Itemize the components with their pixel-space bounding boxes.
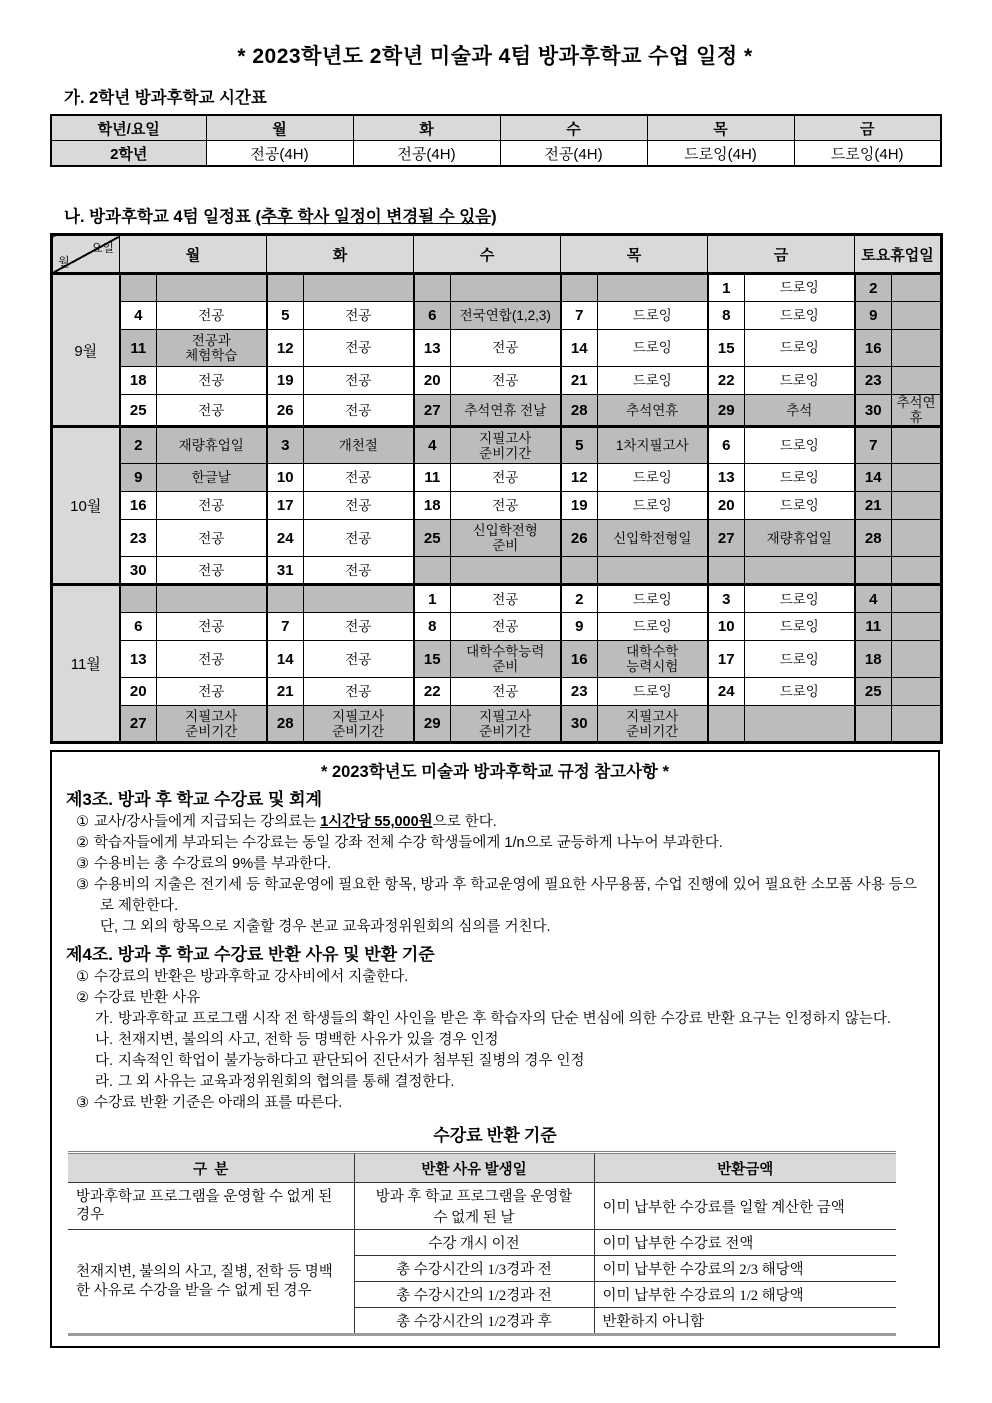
rule-item-text: 단, 그 외의 항목으로 지출할 경우 본교 교육과정위원회의 심의를 거친다. bbox=[100, 919, 551, 936]
rule-item-marker: ① bbox=[76, 814, 89, 831]
day-number-cell bbox=[708, 706, 745, 743]
day-number-cell bbox=[855, 706, 892, 743]
day-number-cell: 3 bbox=[708, 585, 745, 613]
day-content-cell bbox=[892, 641, 942, 678]
day-content-cell: 드로잉 bbox=[745, 464, 855, 492]
timetable-cell: 전공(4H) bbox=[500, 141, 647, 167]
day-content-cell: 드로잉 bbox=[745, 302, 855, 330]
section-b-title bbox=[64, 203, 940, 227]
day-content-cell: 1차지필고사 bbox=[598, 427, 708, 464]
day-content-cell bbox=[892, 520, 942, 557]
refund-amount-cell: 반환하지 아니함 bbox=[594, 1308, 896, 1335]
day-content-cell: 드로잉 bbox=[598, 678, 708, 706]
day-content-cell bbox=[892, 464, 942, 492]
day-content-cell: 전공 bbox=[157, 557, 267, 585]
day-number-cell bbox=[120, 274, 157, 302]
timetable-header-row bbox=[51, 115, 941, 141]
refund-when-cell: 방과 후 학교 프로그램을 운영할 수 없게 된 날 bbox=[354, 1183, 594, 1230]
day-content-cell: 지필고사 준비기간 bbox=[451, 706, 561, 743]
refund-category-cell: 천재지변, 불의의 사고, 질병, 전학 등 명백한 사유로 수강을 받을 수 없게 된 경우 bbox=[68, 1230, 354, 1335]
day-content-cell: 재량휴업일 bbox=[157, 427, 267, 464]
article3-title: 제3조. 방과 후 학교 수강료 및 회계 bbox=[66, 790, 323, 810]
day-content-cell: 전공 bbox=[157, 367, 267, 395]
day-number-cell: 11 bbox=[414, 464, 451, 492]
day-number-cell: 31 bbox=[267, 557, 304, 585]
day-number-cell: 5 bbox=[267, 302, 304, 330]
rule-item-text: 지속적인 학업이 불가능하다고 판단되어 진단서가 첨부된 질병의 경우 인정 bbox=[118, 1053, 585, 1070]
day-number-cell: 2 bbox=[855, 274, 892, 302]
calendar-week-row bbox=[52, 585, 942, 613]
day-number-cell: 12 bbox=[267, 330, 304, 367]
day-number-cell: 2 bbox=[120, 427, 157, 464]
day-number-cell: 28 bbox=[855, 520, 892, 557]
timetable-header-cell: 금 bbox=[794, 115, 941, 141]
day-number-cell: 24 bbox=[708, 678, 745, 706]
day-number-cell: 10 bbox=[267, 464, 304, 492]
day-number-cell: 28 bbox=[561, 395, 598, 427]
day-content-cell: 추석 bbox=[745, 395, 855, 427]
day-number-cell: 13 bbox=[708, 464, 745, 492]
day-number-cell: 13 bbox=[414, 330, 451, 367]
day-number-cell: 13 bbox=[120, 641, 157, 678]
day-content-cell bbox=[892, 706, 942, 743]
day-number-cell: 18 bbox=[120, 367, 157, 395]
day-content-cell: 전공 bbox=[157, 613, 267, 641]
day-number-cell: 19 bbox=[561, 492, 598, 520]
day-number-cell: 20 bbox=[708, 492, 745, 520]
timetable-header-cell: 목 bbox=[647, 115, 794, 141]
refund-when-cell: 총 수강시간의 1/2경과 후 bbox=[354, 1308, 594, 1335]
day-number-cell: 29 bbox=[414, 706, 451, 743]
rule-item bbox=[66, 1093, 924, 1114]
rules-box bbox=[50, 750, 940, 1348]
refund-amount-cell: 이미 납부한 수강료를 일할 계산한 금액 bbox=[594, 1183, 896, 1230]
timetable-row-header: 2학년 bbox=[51, 141, 206, 167]
refund-header-cell: 반환금액 bbox=[594, 1153, 896, 1183]
day-content-cell: 지필고사 준비기간 bbox=[598, 706, 708, 743]
day-content-cell bbox=[892, 330, 942, 367]
day-number-cell: 21 bbox=[561, 367, 598, 395]
day-content-cell: 전공 bbox=[451, 678, 561, 706]
calendar-week-row bbox=[52, 274, 942, 302]
rule-item-marker: 다. bbox=[95, 1053, 114, 1070]
refund-table bbox=[68, 1151, 896, 1336]
day-number-cell: 14 bbox=[855, 464, 892, 492]
day-content-cell: 추석연휴 bbox=[598, 395, 708, 427]
timetable-cell: 전공(4H) bbox=[353, 141, 500, 167]
calendar-table bbox=[50, 233, 943, 744]
day-content-cell bbox=[451, 557, 561, 585]
day-number-cell: 1 bbox=[414, 585, 451, 613]
day-number-cell: 29 bbox=[708, 395, 745, 427]
calendar-month-label: 9월 bbox=[52, 274, 120, 427]
day-number-cell: 27 bbox=[120, 706, 157, 743]
section-a-title: 가. 2학년 방과후학교 시간표 bbox=[64, 89, 267, 107]
rule-item-text: 수강료 반환 기준은 아래의 표를 따른다. bbox=[94, 1095, 343, 1112]
day-number-cell: 4 bbox=[855, 585, 892, 613]
day-number-cell: 4 bbox=[120, 302, 157, 330]
day-content-cell bbox=[892, 492, 942, 520]
day-content-cell bbox=[157, 274, 267, 302]
day-content-cell: 전공 bbox=[157, 641, 267, 678]
calendar-day-header: 목 bbox=[561, 235, 708, 274]
rule-item bbox=[66, 875, 924, 917]
day-content-cell: 드로잉 bbox=[598, 613, 708, 641]
day-number-cell: 8 bbox=[414, 613, 451, 641]
day-content-cell: 전공 bbox=[451, 613, 561, 641]
day-content-cell: 전공 bbox=[157, 520, 267, 557]
calendar-week-row bbox=[52, 302, 942, 330]
rule-item-marker: 나. bbox=[95, 1032, 114, 1049]
day-content-cell bbox=[745, 706, 855, 743]
day-content-cell bbox=[304, 274, 414, 302]
refund-header-row bbox=[68, 1153, 896, 1183]
calendar-week-row bbox=[52, 706, 942, 743]
rule-item-text: 천재지변, 불의의 사고, 전학 등 명백한 사유가 있을 경우 인정 bbox=[118, 1032, 499, 1049]
refund-when-cell: 수강 개시 이전 bbox=[354, 1230, 594, 1256]
rule-item-text: 교사/강사들에게 지급되는 강의료는 bbox=[94, 814, 321, 831]
day-content-cell: 대학수학 능력시험 bbox=[598, 641, 708, 678]
day-content-cell: 드로잉 bbox=[598, 464, 708, 492]
section-b-note: (추후 학사 일정이 변경될 수 있음) bbox=[255, 208, 497, 226]
day-number-cell: 14 bbox=[561, 330, 598, 367]
day-content-cell: 드로잉 bbox=[598, 330, 708, 367]
day-number-cell: 17 bbox=[267, 492, 304, 520]
day-content-cell: 전공 bbox=[304, 613, 414, 641]
timetable-header-cell: 학년/요일 bbox=[51, 115, 206, 141]
day-content-cell: 전공 bbox=[304, 330, 414, 367]
rule-item bbox=[66, 1030, 924, 1051]
calendar-day-header: 화 bbox=[267, 235, 414, 274]
day-number-cell: 20 bbox=[414, 367, 451, 395]
day-content-cell: 전공 bbox=[304, 641, 414, 678]
day-content-cell: 전국연합(1,2,3) bbox=[451, 302, 561, 330]
day-content-cell bbox=[892, 302, 942, 330]
rule-item bbox=[66, 988, 924, 1009]
refund-row bbox=[68, 1183, 896, 1230]
article4-title: 제4조. 방과 후 학교 수강료 반환 사유 및 반환 기준 bbox=[66, 945, 435, 965]
rule-item-marker: ① bbox=[76, 969, 89, 986]
day-content-cell: 전공 bbox=[304, 520, 414, 557]
day-number-cell: 27 bbox=[708, 520, 745, 557]
day-content-cell: 전공 bbox=[451, 492, 561, 520]
calendar-week-row bbox=[52, 464, 942, 492]
day-content-cell: 한글날 bbox=[157, 464, 267, 492]
rule-item-marker: ③ bbox=[76, 1095, 89, 1112]
refund-row bbox=[68, 1230, 896, 1256]
day-content-cell: 재량휴업일 bbox=[745, 520, 855, 557]
calendar-day-header: 금 bbox=[708, 235, 855, 274]
day-content-cell: 드로잉 bbox=[598, 492, 708, 520]
rule-item bbox=[66, 1051, 924, 1072]
day-content-cell: 전공 bbox=[304, 557, 414, 585]
day-number-cell bbox=[267, 274, 304, 302]
page-title: * 2023학년도 2학년 미술과 4텀 방과후학교 수업 일정 * bbox=[237, 45, 753, 68]
day-content-cell: 드로잉 bbox=[598, 302, 708, 330]
day-content-cell: 전공 bbox=[157, 302, 267, 330]
refund-when-cell: 총 수강시간의 1/3경과 전 bbox=[354, 1256, 594, 1282]
day-content-cell: 지필고사 준비기간 bbox=[304, 706, 414, 743]
day-content-cell: 전공 bbox=[304, 464, 414, 492]
article3-items bbox=[66, 812, 924, 938]
refund-amount-cell: 이미 납부한 수강료의 1/2 해당액 bbox=[594, 1282, 896, 1308]
calendar-week-row bbox=[52, 613, 942, 641]
day-number-cell: 15 bbox=[708, 330, 745, 367]
day-content-cell: 지필고사 준비기간 bbox=[451, 427, 561, 464]
calendar-week-row bbox=[52, 520, 942, 557]
refund-when-cell: 총 수강시간의 1/2경과 전 bbox=[354, 1282, 594, 1308]
day-number-cell: 11 bbox=[855, 613, 892, 641]
day-content-cell: 전공 bbox=[304, 678, 414, 706]
section-b-label: 나. 방과후학교 4텀 일정표 bbox=[64, 208, 251, 226]
day-content-cell bbox=[892, 585, 942, 613]
day-content-cell: 전공 bbox=[304, 367, 414, 395]
calendar-week-row bbox=[52, 557, 942, 585]
timetable-header-cell: 월 bbox=[206, 115, 353, 141]
day-content-cell bbox=[451, 274, 561, 302]
refund-amount-cell: 이미 납부한 수강료 전액 bbox=[594, 1230, 896, 1256]
day-content-cell: 전공 bbox=[451, 367, 561, 395]
rule-item-marker: 가. bbox=[95, 1011, 114, 1028]
calendar-day-header: 수 bbox=[414, 235, 561, 274]
day-number-cell bbox=[708, 557, 745, 585]
calendar-week-row bbox=[52, 492, 942, 520]
rule-item-text: 학습자들에게 부과되는 수강료는 동일 강좌 전체 수강 학생들에게 1/n으로 균등하게 나누어 부과한다. bbox=[94, 835, 723, 852]
day-content-cell: 드로잉 bbox=[745, 274, 855, 302]
day-number-cell: 23 bbox=[855, 367, 892, 395]
calendar-week-row bbox=[52, 678, 942, 706]
day-content-cell: 드로잉 bbox=[745, 678, 855, 706]
day-number-cell: 17 bbox=[708, 641, 745, 678]
day-content-cell: 신입학전형일 bbox=[598, 520, 708, 557]
day-number-cell: 16 bbox=[561, 641, 598, 678]
day-number-cell: 19 bbox=[267, 367, 304, 395]
corner-month-label: 월 bbox=[58, 255, 70, 269]
day-content-cell: 전공 bbox=[157, 395, 267, 427]
rule-item-marker: ② bbox=[76, 990, 89, 1007]
day-number-cell: 20 bbox=[120, 678, 157, 706]
rule-item bbox=[66, 833, 924, 854]
timetable bbox=[50, 114, 942, 167]
day-content-cell: 신입학전형 준비 bbox=[451, 520, 561, 557]
rule-item bbox=[66, 1009, 924, 1030]
calendar-week-row bbox=[52, 427, 942, 464]
day-content-cell: 대학수학능력 준비 bbox=[451, 641, 561, 678]
day-content-cell bbox=[892, 613, 942, 641]
day-number-cell: 12 bbox=[561, 464, 598, 492]
day-content-cell bbox=[157, 585, 267, 613]
calendar-header-row bbox=[52, 235, 942, 274]
day-number-cell bbox=[120, 585, 157, 613]
rule-item bbox=[66, 967, 924, 988]
day-content-cell bbox=[892, 557, 942, 585]
day-content-cell: 전공 bbox=[451, 464, 561, 492]
day-number-cell: 6 bbox=[414, 302, 451, 330]
rule-item bbox=[66, 854, 924, 875]
day-content-cell: 추석연휴 전날 bbox=[451, 395, 561, 427]
day-number-cell: 27 bbox=[414, 395, 451, 427]
day-content-cell: 전공 bbox=[157, 678, 267, 706]
day-number-cell: 30 bbox=[561, 706, 598, 743]
corner-day-label: 요일 bbox=[90, 241, 114, 255]
day-content-cell: 전공과 체험학습 bbox=[157, 330, 267, 367]
calendar-month-label: 11월 bbox=[52, 585, 120, 743]
day-content-cell: 전공 bbox=[304, 302, 414, 330]
day-number-cell: 16 bbox=[855, 330, 892, 367]
day-content-cell: 전공 bbox=[304, 395, 414, 427]
day-number-cell: 23 bbox=[561, 678, 598, 706]
day-number-cell: 18 bbox=[855, 641, 892, 678]
timetable-cell: 드로잉(4H) bbox=[794, 141, 941, 167]
day-content-cell: 지필고사 준비기간 bbox=[157, 706, 267, 743]
calendar-month-label: 10월 bbox=[52, 427, 120, 585]
day-content-cell bbox=[598, 274, 708, 302]
day-number-cell: 9 bbox=[120, 464, 157, 492]
rule-item-marker: ③ bbox=[76, 877, 89, 894]
day-number-cell: 10 bbox=[708, 613, 745, 641]
calendar-day-header: 토요휴업일 bbox=[855, 235, 942, 274]
day-number-cell: 7 bbox=[561, 302, 598, 330]
day-content-cell: 전공 bbox=[451, 585, 561, 613]
rule-item-text: 수용비는 총 수강료의 9%를 부과한다. bbox=[94, 856, 332, 873]
refund-header-cell: 구 분 bbox=[68, 1153, 354, 1183]
day-number-cell: 16 bbox=[120, 492, 157, 520]
rule-item-marker: ② bbox=[76, 835, 89, 852]
day-number-cell: 22 bbox=[414, 678, 451, 706]
day-content-cell bbox=[892, 274, 942, 302]
calendar-week-row bbox=[52, 330, 942, 367]
rule-item bbox=[66, 812, 924, 833]
day-content-cell: 드로잉 bbox=[745, 330, 855, 367]
calendar-day-header: 월 bbox=[120, 235, 267, 274]
day-content-cell: 드로잉 bbox=[745, 492, 855, 520]
day-number-cell bbox=[561, 274, 598, 302]
day-content-cell: 드로잉 bbox=[745, 641, 855, 678]
rule-item-text: 그 외 사유는 교육과정위원회의 협의를 통해 결정한다. bbox=[118, 1074, 455, 1091]
day-number-cell: 1 bbox=[708, 274, 745, 302]
rule-item-marker: 라. bbox=[95, 1074, 114, 1091]
day-number-cell: 2 bbox=[561, 585, 598, 613]
day-number-cell: 7 bbox=[855, 427, 892, 464]
day-content-cell: 추석연휴 bbox=[892, 395, 942, 427]
timetable-row bbox=[51, 141, 941, 167]
day-content-cell bbox=[304, 585, 414, 613]
day-number-cell: 15 bbox=[414, 641, 451, 678]
day-number-cell: 7 bbox=[267, 613, 304, 641]
day-content-cell: 드로잉 bbox=[745, 613, 855, 641]
rule-item-text: 수강료 반환 사유 bbox=[94, 990, 201, 1007]
day-number-cell: 8 bbox=[708, 302, 745, 330]
day-content-cell: 드로잉 bbox=[598, 585, 708, 613]
day-number-cell: 30 bbox=[120, 557, 157, 585]
refund-amount-cell: 이미 납부한 수강료의 2/3 해당액 bbox=[594, 1256, 896, 1282]
timetable-cell: 전공(4H) bbox=[206, 141, 353, 167]
day-content-cell: 전공 bbox=[451, 330, 561, 367]
day-number-cell bbox=[414, 557, 451, 585]
day-number-cell: 11 bbox=[120, 330, 157, 367]
rule-item-emphasis: 1시간당 55,000원 bbox=[320, 814, 433, 831]
rule-item bbox=[66, 1072, 924, 1093]
day-number-cell: 24 bbox=[267, 520, 304, 557]
refund-table-title: 수강료 반환 기준 bbox=[433, 1126, 557, 1146]
day-number-cell: 23 bbox=[120, 520, 157, 557]
day-number-cell bbox=[414, 274, 451, 302]
day-number-cell: 21 bbox=[855, 492, 892, 520]
rule-item-text: 방과후학교 프로그램 시작 전 학생들의 확인 사인을 받은 후 학습자의 단순 변심에 의한 수강료 반환 요구는 인정하지 않는다. bbox=[118, 1011, 891, 1028]
refund-category-cell: 방과후학교 프로그램을 운영할 수 없게 된 경우 bbox=[68, 1183, 354, 1230]
day-content-cell: 드로잉 bbox=[745, 427, 855, 464]
day-number-cell: 4 bbox=[414, 427, 451, 464]
day-content-cell bbox=[892, 678, 942, 706]
day-number-cell: 25 bbox=[855, 678, 892, 706]
day-number-cell bbox=[855, 557, 892, 585]
rule-item-marker: ③ bbox=[76, 856, 89, 873]
day-number-cell: 14 bbox=[267, 641, 304, 678]
day-number-cell: 18 bbox=[414, 492, 451, 520]
day-content-cell bbox=[745, 557, 855, 585]
day-content-cell bbox=[892, 427, 942, 464]
day-number-cell bbox=[267, 585, 304, 613]
day-number-cell: 26 bbox=[267, 395, 304, 427]
day-number-cell: 25 bbox=[414, 520, 451, 557]
day-number-cell: 6 bbox=[708, 427, 745, 464]
day-number-cell: 9 bbox=[855, 302, 892, 330]
timetable-cell: 드로잉(4H) bbox=[647, 141, 794, 167]
rule-item-text: 수용비의 지출은 전기세 등 학교운영에 필요한 항목, 방과 후 학교운영에 필요한 사무용품, 수업 진행에 있어 필요한 소모품 사용 등으로 제한한다. bbox=[94, 877, 917, 915]
day-number-cell: 22 bbox=[708, 367, 745, 395]
day-number-cell bbox=[561, 557, 598, 585]
day-content-cell bbox=[892, 367, 942, 395]
rule-item-text: 으로 한다. bbox=[432, 814, 497, 831]
day-content-cell: 드로잉 bbox=[745, 367, 855, 395]
day-number-cell: 6 bbox=[120, 613, 157, 641]
day-number-cell: 25 bbox=[120, 395, 157, 427]
article4-items bbox=[66, 967, 924, 1114]
day-content-cell: 개천절 bbox=[304, 427, 414, 464]
rules-box-title: * 2023학년도 미술과 방과후학교 규정 참고사항 * bbox=[320, 763, 670, 782]
day-number-cell: 21 bbox=[267, 678, 304, 706]
timetable-header-cell: 화 bbox=[353, 115, 500, 141]
calendar-week-row bbox=[52, 395, 942, 427]
calendar-week-row bbox=[52, 367, 942, 395]
rule-item bbox=[66, 917, 924, 938]
day-number-cell: 9 bbox=[561, 613, 598, 641]
timetable-header-cell: 수 bbox=[500, 115, 647, 141]
day-content-cell: 전공 bbox=[157, 492, 267, 520]
calendar-corner-cell bbox=[52, 235, 120, 274]
day-content-cell: 드로잉 bbox=[598, 367, 708, 395]
day-number-cell: 26 bbox=[561, 520, 598, 557]
day-number-cell: 5 bbox=[561, 427, 598, 464]
calendar-week-row bbox=[52, 641, 942, 678]
day-number-cell: 30 bbox=[855, 395, 892, 427]
day-content-cell bbox=[598, 557, 708, 585]
day-content-cell: 전공 bbox=[304, 492, 414, 520]
day-number-cell: 28 bbox=[267, 706, 304, 743]
day-number-cell: 3 bbox=[267, 427, 304, 464]
day-content-cell: 드로잉 bbox=[745, 585, 855, 613]
refund-header-cell: 반환 사유 발생일 bbox=[354, 1153, 594, 1183]
rule-item-text: 수강료의 반환은 방과후학교 강사비에서 지출한다. bbox=[94, 969, 409, 986]
